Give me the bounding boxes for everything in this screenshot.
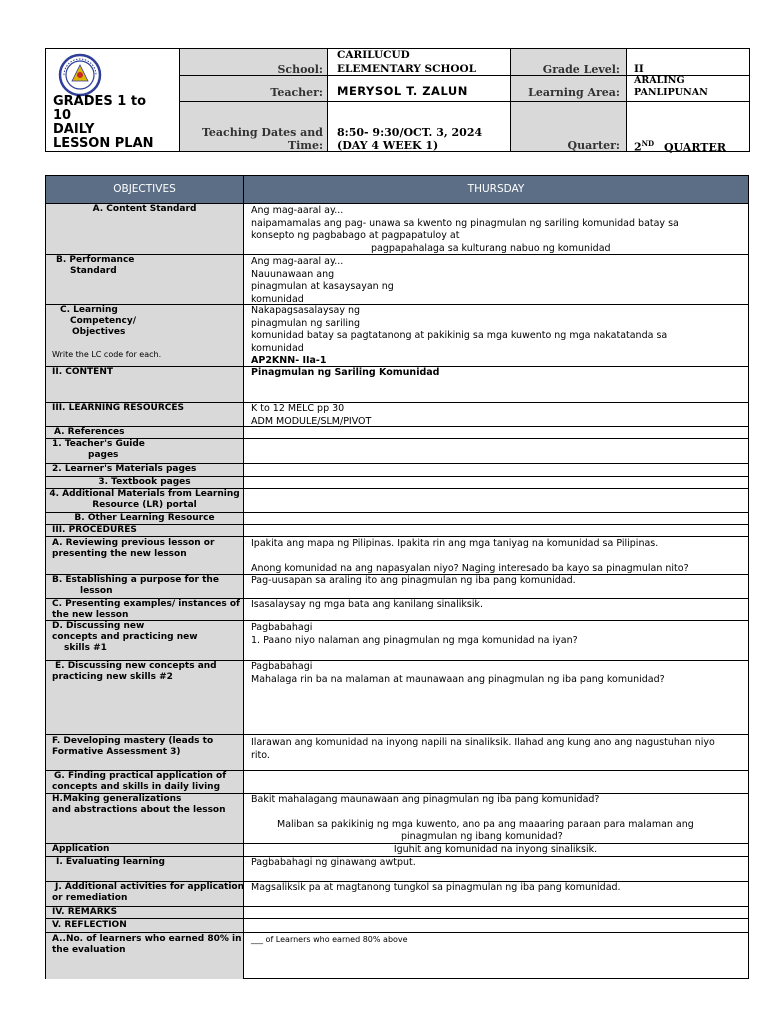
competency-label-line: Competency/ <box>70 316 137 326</box>
quarter-value <box>634 138 726 154</box>
quarter-label: Quarter: <box>567 139 620 152</box>
header-table <box>45 48 750 152</box>
content-standard-line: pagpapahalaga sa kulturang nabuo ng komunidad <box>371 242 611 254</box>
discussing-2-text <box>251 661 665 686</box>
learners-80-text: ___ of Learners who earned 80% above <box>251 935 408 944</box>
performance-standard-line: Nauunawaan ang <box>251 268 335 280</box>
additional-activities-label-line: J. Additional activities for application <box>55 882 245 892</box>
procedures-label: III. PROCEDURES <box>52 525 137 535</box>
content-standard-text <box>251 205 679 255</box>
purpose-label-line: B. Establishing a purpose for the <box>52 575 219 585</box>
teacher-label: Teacher: <box>270 86 323 99</box>
competency-line: Nakapagsasalaysay ng <box>251 305 361 316</box>
practical-application-label <box>52 771 226 793</box>
discussing-2-label <box>52 661 217 683</box>
practical-application-label-line: concepts and skills in daily living <box>52 782 221 792</box>
learning-resources-label: III. LEARNING RESOURCES <box>52 403 184 413</box>
reviewing-label-line: presenting the new lesson <box>52 549 187 559</box>
lc-code: AP2KNN- IIa-1 <box>251 355 327 366</box>
quarter-ordinal: ND <box>641 139 655 148</box>
learning-area-value <box>634 75 708 99</box>
title-line: LESSON PLAN <box>53 136 154 151</box>
content-standard-line: konsepto ng pagbabago at pagpapatuloy at <box>251 230 460 241</box>
deped-seal-icon <box>52 53 108 97</box>
lesson-plan-title <box>53 95 173 151</box>
other-resource-label: B. Other Learning Resource <box>74 513 215 523</box>
learners-80-label <box>52 934 242 956</box>
performance-standard-label-line: Standard <box>70 266 117 276</box>
examples-label-line: the new lesson <box>52 610 129 620</box>
practical-application-label-line: G. Finding practical application of <box>54 771 227 781</box>
discussing-1-label-line: skills #1 <box>64 643 107 653</box>
discussing-1-label-line: D. Discussing new <box>52 621 145 631</box>
title-line: DAILY <box>53 122 95 137</box>
additional-materials-label <box>46 489 243 511</box>
discussing-2-line: Mahalaga rin ba na malaman at maunawaan ang pinagmulan ng iba pang komunidad? <box>251 673 665 685</box>
purpose-text: Pag-uusapan sa araling ito ang pinagmulan ng iba pang komunidad. <box>251 575 576 586</box>
competency-line: komunidad <box>251 342 304 354</box>
purpose-label <box>52 575 219 597</box>
examples-label-line: C. Presenting examples/ instances of <box>52 599 240 609</box>
teaching-dates-line: 8:50- 9:30/OCT. 3, 2024 <box>337 126 483 139</box>
competency-label-line: C. Learning <box>60 305 118 315</box>
application-text: Iguhit ang komunidad na inyong sinaliksik. <box>393 844 598 855</box>
discussing-2-label-line: practicing new skills #2 <box>52 672 173 682</box>
teaching-dates-label-line: Teaching Dates and <box>201 126 323 139</box>
content-standard-line: naipamamalas ang pag- unawa sa kwento ng pinagmulan ng sariling komunidad batay sa <box>251 217 679 229</box>
evaluating-label: I. Evaluating learning <box>56 857 165 867</box>
additional-activities-text: Magsaliksik pa at magtanong tungkol sa pinagmulan ng iba pang komunidad. <box>251 882 621 893</box>
quarter-number: 2 <box>634 140 642 154</box>
content-value: Pinagmulan ng Sariling Komunidad <box>251 367 440 378</box>
learning-area-line: PANLIPUNAN <box>634 87 708 98</box>
teachers-guide-label-line: pages <box>88 450 119 460</box>
generalizations-line: Maliban sa pakikinig ng mga kuwento, ano pa ang maaaring paraan para malaman ang <box>277 818 694 830</box>
learning-area-line: ARALING <box>634 75 685 86</box>
generalizations-label <box>52 794 226 816</box>
mastery-label-line: F. Developing mastery (leads to <box>52 736 214 746</box>
discussing-1-label <box>52 621 198 654</box>
reflection-label: V. REFLECTION <box>52 920 127 930</box>
performance-standard-line: komunidad <box>251 293 304 305</box>
day-header: THURSDAY <box>467 183 525 195</box>
generalizations-line: pinagmulan ng ibang komunidad? <box>401 831 563 842</box>
learners-80-label-line: the evaluation <box>52 945 126 955</box>
evaluating-text: Pagbabahagi ng ginawang awtput. <box>251 857 416 868</box>
lesson-table <box>45 175 749 979</box>
mastery-line: rito. <box>251 749 270 761</box>
teachers-guide-label-line: 1. Teacher's Guide <box>52 439 145 449</box>
learners-80-label-line: A..No. of learners who earned 80% in <box>52 934 242 944</box>
learners-materials-label: 2. Learner's Materials pages <box>52 464 197 474</box>
content-label: II. CONTENT <box>52 367 113 377</box>
teaching-dates-value <box>337 126 482 152</box>
teachers-guide-label <box>52 439 145 461</box>
reviewing-label <box>52 538 214 560</box>
performance-standard-label <box>56 255 134 277</box>
purpose-label-line: lesson <box>80 586 113 596</box>
school-value <box>337 49 476 75</box>
teaching-dates-label <box>179 126 323 152</box>
additional-activities-label <box>52 882 244 904</box>
textbook-label: 3. Textbook pages <box>98 477 191 487</box>
examples-label <box>52 599 240 621</box>
title-line: 10 <box>53 108 72 123</box>
title-line: GRADES 1 to <box>53 94 147 109</box>
reviewing-text <box>251 538 689 575</box>
performance-standard-line: pinagmulan at kasaysayan ng <box>251 281 394 292</box>
school-label: School: <box>277 63 323 76</box>
additional-activities-label-line: or remediation <box>52 893 128 903</box>
learning-resources-text <box>251 403 371 428</box>
discussing-1-line: Pagbabahagi <box>251 622 313 633</box>
performance-standard-text <box>251 256 394 306</box>
examples-text: Isasalaysay ng mga bata ang kanilang sinaliksik. <box>251 599 484 610</box>
discussing-2-label-line: E. Discussing new concepts and <box>55 661 217 671</box>
discussing-1-label-line: concepts and practicing new <box>52 632 198 642</box>
quarter-word: QUARTER <box>663 140 726 154</box>
grade-level-label: Grade Level: <box>542 63 620 76</box>
competency-text <box>251 305 667 368</box>
learning-area-label: Learning Area: <box>528 86 620 99</box>
discussing-1-line: 1. Paano niyo nalaman ang pinagmulan ng mga komunidad na iyan? <box>251 634 578 646</box>
competency-line: pinagmulan ng sariling <box>251 317 361 329</box>
additional-materials-label-line: 4. Additional Materials from Learning <box>49 489 240 499</box>
performance-standard-label-line: B. Performance <box>56 255 135 265</box>
content-standard-line: Ang mag-aaral ay... <box>251 205 344 216</box>
teaching-dates-line: (DAY 4 WEEK 1) <box>337 139 439 152</box>
remarks-label: IV. REMARKS <box>52 907 118 917</box>
reviewing-label-line: A. Reviewing previous lesson or <box>52 538 215 548</box>
mastery-label-line: Formative Assessment 3) <box>52 747 181 757</box>
school-value-line: CARILUCUD <box>337 49 410 61</box>
competency-line: komunidad batay sa pagtatanong at pakikinig sa mga kuwento ng mga nakatatanda sa <box>251 330 668 341</box>
performance-standard-line: Ang mag-aaral ay... <box>251 256 344 267</box>
mastery-label <box>52 736 213 758</box>
reviewing-line: Anong komunidad na ang napasyalan niyo? Naging interesado ba kayo sa pinagmulan nito? <box>251 562 689 574</box>
lc-code-note: Write the LC code for each. <box>52 350 162 359</box>
teacher-value: MERYSOL T. ZALUN <box>337 84 468 98</box>
content-standard-label: A. Content Standard <box>92 204 197 214</box>
teaching-dates-label-line: Time: <box>287 139 323 152</box>
learning-resources-line: K to 12 MELC pp 30 <box>251 403 345 414</box>
learning-resources-line: ADM MODULE/SLM/PIVOT <box>251 415 372 427</box>
objectives-header: OBJECTIVES <box>113 183 176 195</box>
additional-materials-label-line: Resource (LR) portal <box>92 500 197 510</box>
discussing-2-line: Pagbabahagi <box>251 661 313 672</box>
generalizations-label-line: and abstractions about the lesson <box>52 805 226 815</box>
competency-label <box>60 305 136 338</box>
generalizations-label-line: H.Making generalizations <box>52 794 182 804</box>
generalizations-line: Bakit mahalagang maunawaan ang pinagmulan ng iba pang komunidad? <box>251 794 600 805</box>
generalizations-text <box>251 794 694 844</box>
reviewing-line: Ipakita ang mapa ng Pilipinas. Ipakita rin ang mga taniyag na komunidad sa Pilipinas. <box>251 538 659 549</box>
references-label: A. References <box>54 427 125 437</box>
application-label: Application <box>52 844 110 854</box>
competency-label-line: Objectives <box>72 327 126 337</box>
grade-level-value: II <box>634 63 644 75</box>
mastery-line: Ilarawan ang komunidad na inyong napili na sinaliksik. Ilahad ang kung ano ang nagustuhan niyo <box>251 737 715 748</box>
school-value-line: ELEMENTARY SCHOOL <box>337 63 477 75</box>
discussing-1-text <box>251 622 578 647</box>
mastery-text <box>251 737 715 762</box>
